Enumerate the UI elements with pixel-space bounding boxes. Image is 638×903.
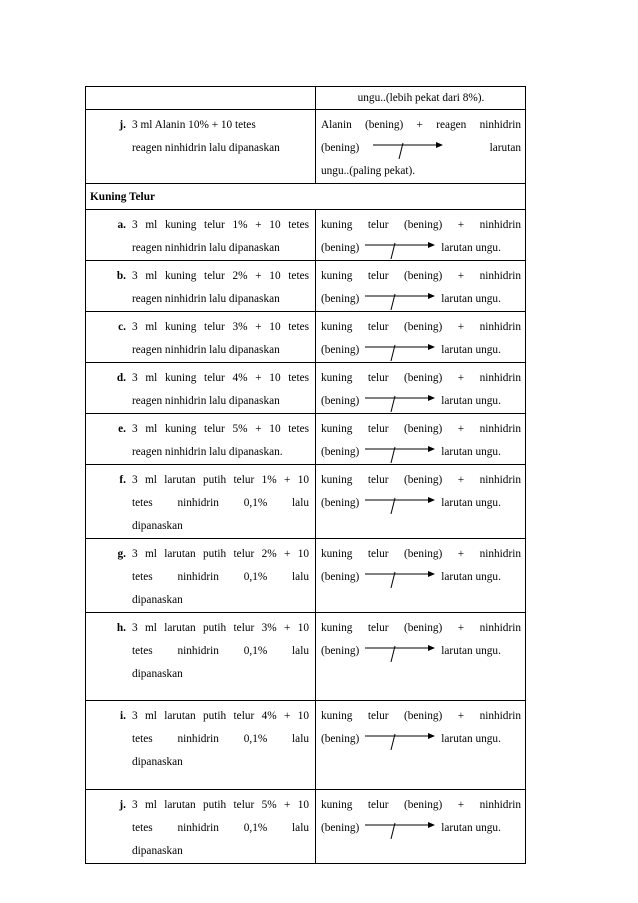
procedure-line: 3 ml kuning telur 3% + 10 tetes [132,321,309,333]
result-line: kuning telur (bening) + ninhidrin [321,622,521,634]
procedure-line: tetes ninhidrin 0,1% lalu [132,733,309,745]
reaction-arrow-icon [365,730,435,750]
result-line: ungu..(paling pekat). [321,165,416,177]
result-cell [316,87,526,110]
result-cell [316,539,526,613]
procedure-line: dipanaskan [132,845,183,857]
result-line [321,288,521,311]
result-text: larutan ungu. [441,822,501,834]
result-text: larutan ungu. [441,344,501,356]
procedure-line: dipanaskan [132,668,183,680]
reaction-arrow-icon [365,341,435,361]
empty-cell [86,87,316,110]
result-cell [316,210,526,261]
result-line [321,137,521,160]
result-text: (bening) [321,446,360,458]
reaction-arrow-icon [365,392,435,412]
result-text: larutan ungu. [441,242,501,254]
result-line [321,237,521,260]
result-cell [316,312,526,363]
procedure-cell [86,613,316,701]
result-text: larutan ungu. [441,446,501,458]
procedure-line: 3 ml larutan putih telur 2% + 10 [132,548,309,560]
procedure-line: reagen ninhidrin lalu dipanaskan. [132,446,283,458]
result-line: kuning telur (bening) + ninhidrin [321,710,521,722]
reaction-arrow-icon [365,239,435,259]
result-text: larutan ungu. [441,645,501,657]
result-cell [316,414,526,465]
procedure-line: dipanaskan [132,756,183,768]
reaction-arrow-icon [365,290,435,310]
result-cell [316,613,526,701]
result-cell [316,261,526,312]
result-line: kuning telur (bening) + ninhidrin [321,270,521,282]
table-row [86,465,526,539]
result-line [321,390,521,413]
row-letter: h. [116,622,126,634]
table-row [86,539,526,613]
result-text: (bening) [321,344,360,356]
result-line [321,339,521,362]
result-text: larutan ungu. [441,293,501,305]
procedure-line: reagen ninhidrin lalu dipanaskan [132,395,280,407]
result-text: (bening) [321,242,360,254]
procedure-cell [86,414,316,465]
reaction-arrow-icon [365,642,435,662]
result-text: (bening) [321,822,360,834]
result-text: (bening) [321,293,360,305]
procedure-line: reagen ninhidrin lalu dipanaskan [132,242,280,254]
result-line: kuning telur (bening) + ninhidrin [321,372,521,384]
procedure-line: 3 ml larutan putih telur 5% + 10 [132,799,309,811]
reaction-arrow-icon [365,819,435,839]
result-text: larutan ungu. [441,733,501,745]
result-line: Alanin (bening) + reagen ninhidrin [321,119,521,131]
result-line: kuning telur (bening) + ninhidrin [321,423,521,435]
result-cell [316,701,526,790]
row-letter: a. [117,219,126,231]
procedure-line: 3 ml kuning telur 2% + 10 tetes [132,270,309,282]
table-row [86,110,526,184]
procedure-line: 3 ml kuning telur 5% + 10 tetes [132,423,309,435]
result-line [321,817,521,840]
result-line [321,566,521,589]
procedure-line: 3 ml Alanin 10% + 10 tetes [132,119,256,131]
result-line: kuning telur (bening) + ninhidrin [321,474,521,486]
table-row [86,312,526,363]
procedure-line: tetes ninhidrin 0,1% lalu [132,497,309,509]
table-row [86,363,526,414]
result-cell [316,110,526,184]
result-text: (bening) [321,497,360,509]
result-line [321,441,521,464]
procedure-line: reagen ninhidrin lalu dipanaskan [132,344,280,356]
table-row [86,261,526,312]
procedure-line: dipanaskan [132,594,183,606]
table-row [86,210,526,261]
reaction-arrow-icon [365,568,435,588]
row-letter: d. [116,372,126,384]
procedure-line: dipanaskan [132,520,183,532]
procedure-cell [86,465,316,539]
result-text: ungu..(lebih pekat dari 8%). [357,92,485,104]
procedure-line: 3 ml larutan putih telur 3% + 10 [132,622,309,634]
procedure-cell [86,790,316,864]
procedure-line: 3 ml larutan putih telur 4% + 10 [132,710,309,722]
procedure-line: tetes ninhidrin 0,1% lalu [132,571,309,583]
procedure-cell [86,701,316,790]
row-letter: f. [119,474,126,486]
result-text: (bening) [321,142,360,154]
result-line: kuning telur (bening) + ninhidrin [321,799,521,811]
table-row [86,87,526,110]
row-letter: j. [119,119,126,131]
result-line [321,728,521,751]
table-row [86,701,526,790]
table-row [86,414,526,465]
result-line: kuning telur (bening) + ninhidrin [321,548,521,560]
result-text: larutan ungu. [441,497,501,509]
procedure-cell [86,363,316,414]
result-text: (bening) [321,395,360,407]
procedure-cell [86,539,316,613]
row-letter: i. [120,710,126,722]
procedure-cell [86,261,316,312]
procedure-line: 3 ml kuning telur 1% + 10 tetes [132,219,309,231]
table-row [86,790,526,864]
section-row [86,184,526,210]
result-line [321,640,521,663]
procedure-line: tetes ninhidrin 0,1% lalu [132,645,309,657]
procedure-line: tetes ninhidrin 0,1% lalu [132,822,309,834]
result-text: (bening) [321,571,360,583]
procedure-cell [86,210,316,261]
result-cell [316,363,526,414]
procedure-line: reagen ninhidrin lalu dipanaskan [132,142,280,154]
result-text: (bening) [321,733,360,745]
table-row [86,613,526,701]
row-letter: g. [117,548,126,560]
observation-table [85,86,526,864]
procedure-line: 3 ml larutan putih telur 1% + 10 [132,474,309,486]
procedure-cell [86,312,316,363]
procedure-cell [86,110,316,184]
row-letter: j. [119,799,126,811]
result-line [321,492,521,515]
row-letter: b. [116,270,126,282]
result-line: kuning telur (bening) + ninhidrin [321,219,521,231]
result-text: (bening) [321,645,360,657]
result-text: larutan [489,142,521,154]
result-text: larutan ungu. [441,571,501,583]
result-cell [316,790,526,864]
row-letter: e. [118,423,126,435]
section-title: Kuning Telur [86,184,526,210]
procedure-line: 3 ml kuning telur 4% + 10 tetes [132,372,309,384]
result-line: kuning telur (bening) + ninhidrin [321,321,521,333]
reaction-arrow-icon [365,494,435,514]
procedure-line: reagen ninhidrin lalu dipanaskan [132,293,280,305]
reaction-arrow-icon [373,139,443,159]
result-text: larutan ungu. [441,395,501,407]
result-cell [316,465,526,539]
row-letter: c. [118,321,126,333]
reaction-arrow-icon [365,443,435,463]
